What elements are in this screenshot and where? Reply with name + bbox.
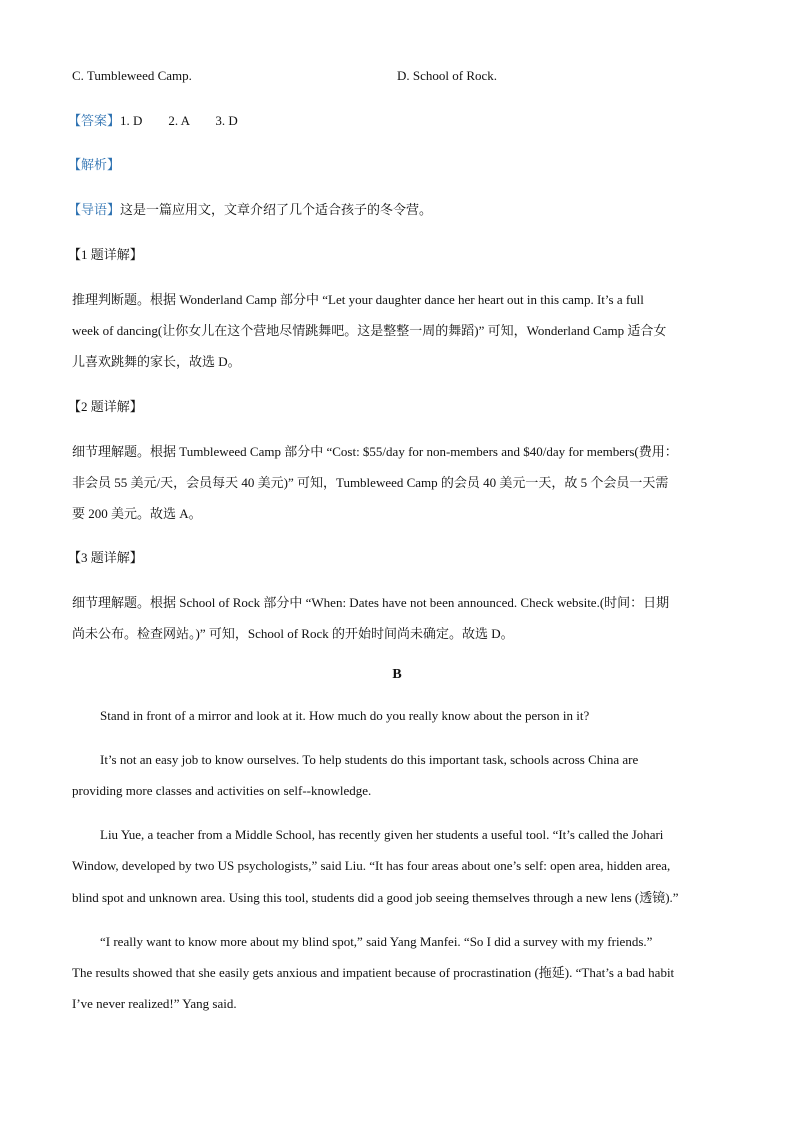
answer-line bbox=[68, 113, 238, 129]
option-d: D. School of Rock. bbox=[397, 68, 498, 83]
section-b-title: B bbox=[392, 667, 402, 682]
q1-heading: 【1 题详解】 bbox=[68, 247, 143, 262]
b-line-4: Liu Yue, a teacher from a Middle School, has recently given her students a useful tool. “It’s called the Johari bbox=[100, 827, 664, 842]
analysis-label: 【解析】 bbox=[68, 157, 121, 172]
q3-line-1: 细节理解题。根据 School of Rock 部分中 “When: Dates have not been announced. Check website.(时间：日期 bbox=[72, 595, 670, 610]
b-line-3: providing more classes and activities on self--knowledge. bbox=[72, 783, 372, 798]
b-line-8: The results showed that she easily gets anxious and impatient because of procrastination (拖延). “That’s a bad habit bbox=[72, 965, 675, 980]
q1-line-2: week of dancing(让你女儿在这个营地尽情跳舞吧。这是整整一周的舞蹈)” 可知，Wonderland Camp 适合女 bbox=[72, 323, 667, 338]
q2-line-2: 非会员 55 美元/天，会员每天 40 美元)” 可知，Tumbleweed Camp 的会员 40 美元一天，故 5 个会员一天需 bbox=[72, 475, 669, 490]
q1-line-1: 推理判断题。根据 Wonderland Camp 部分中 “Let your daughter dance her heart out in this camp. It’s a full bbox=[72, 292, 644, 307]
guide-label: 【导语】 bbox=[68, 202, 121, 217]
b-line-6: blind spot and unknown area. Using this tool, students did a good job seeing themselves through a new lens (透镜).” bbox=[72, 890, 679, 905]
option-c: C. Tumbleweed Camp. bbox=[72, 68, 192, 83]
answer-label: 【答案】 bbox=[68, 113, 121, 128]
q3-line-2: 尚未公布。检查网站。)” 可知，School of Rock 的开始时间尚未确定。故选 D。 bbox=[72, 626, 514, 641]
q2-heading: 【2 题详解】 bbox=[68, 399, 143, 414]
q3-heading: 【3 题详解】 bbox=[68, 550, 143, 565]
q2-line-1: 细节理解题。根据 Tumbleweed Camp 部分中 “Cost: $55/day for non-members and $40/day for members(费用： bbox=[72, 444, 678, 459]
b-line-2: It’s not an easy job to know ourselves. To help students do this important task, schools across China are bbox=[100, 752, 639, 767]
guide-line bbox=[68, 202, 432, 218]
b-line-1: Stand in front of a mirror and look at it. How much do you really know about the person in it? bbox=[100, 708, 590, 723]
answer-values: 1. D 2. A 3. D bbox=[120, 113, 238, 128]
b-line-5: Window, developed by two US psychologists,” said Liu. “It has four areas about one’s self: open area, hidden area, bbox=[72, 858, 671, 873]
q2-line-3: 要 200 美元。故选 A。 bbox=[72, 506, 202, 521]
guide-text: 这是一篇应用文，文章介绍了几个适合孩子的冬令营。 bbox=[120, 202, 433, 217]
b-line-9: I’ve never realized!” Yang said. bbox=[72, 996, 237, 1011]
b-line-7: “I really want to know more about my blind spot,” said Yang Manfei. “So I did a survey with my friends.” bbox=[100, 934, 653, 949]
q1-line-3: 儿喜欢跳舞的家长，故选 D。 bbox=[72, 354, 241, 369]
